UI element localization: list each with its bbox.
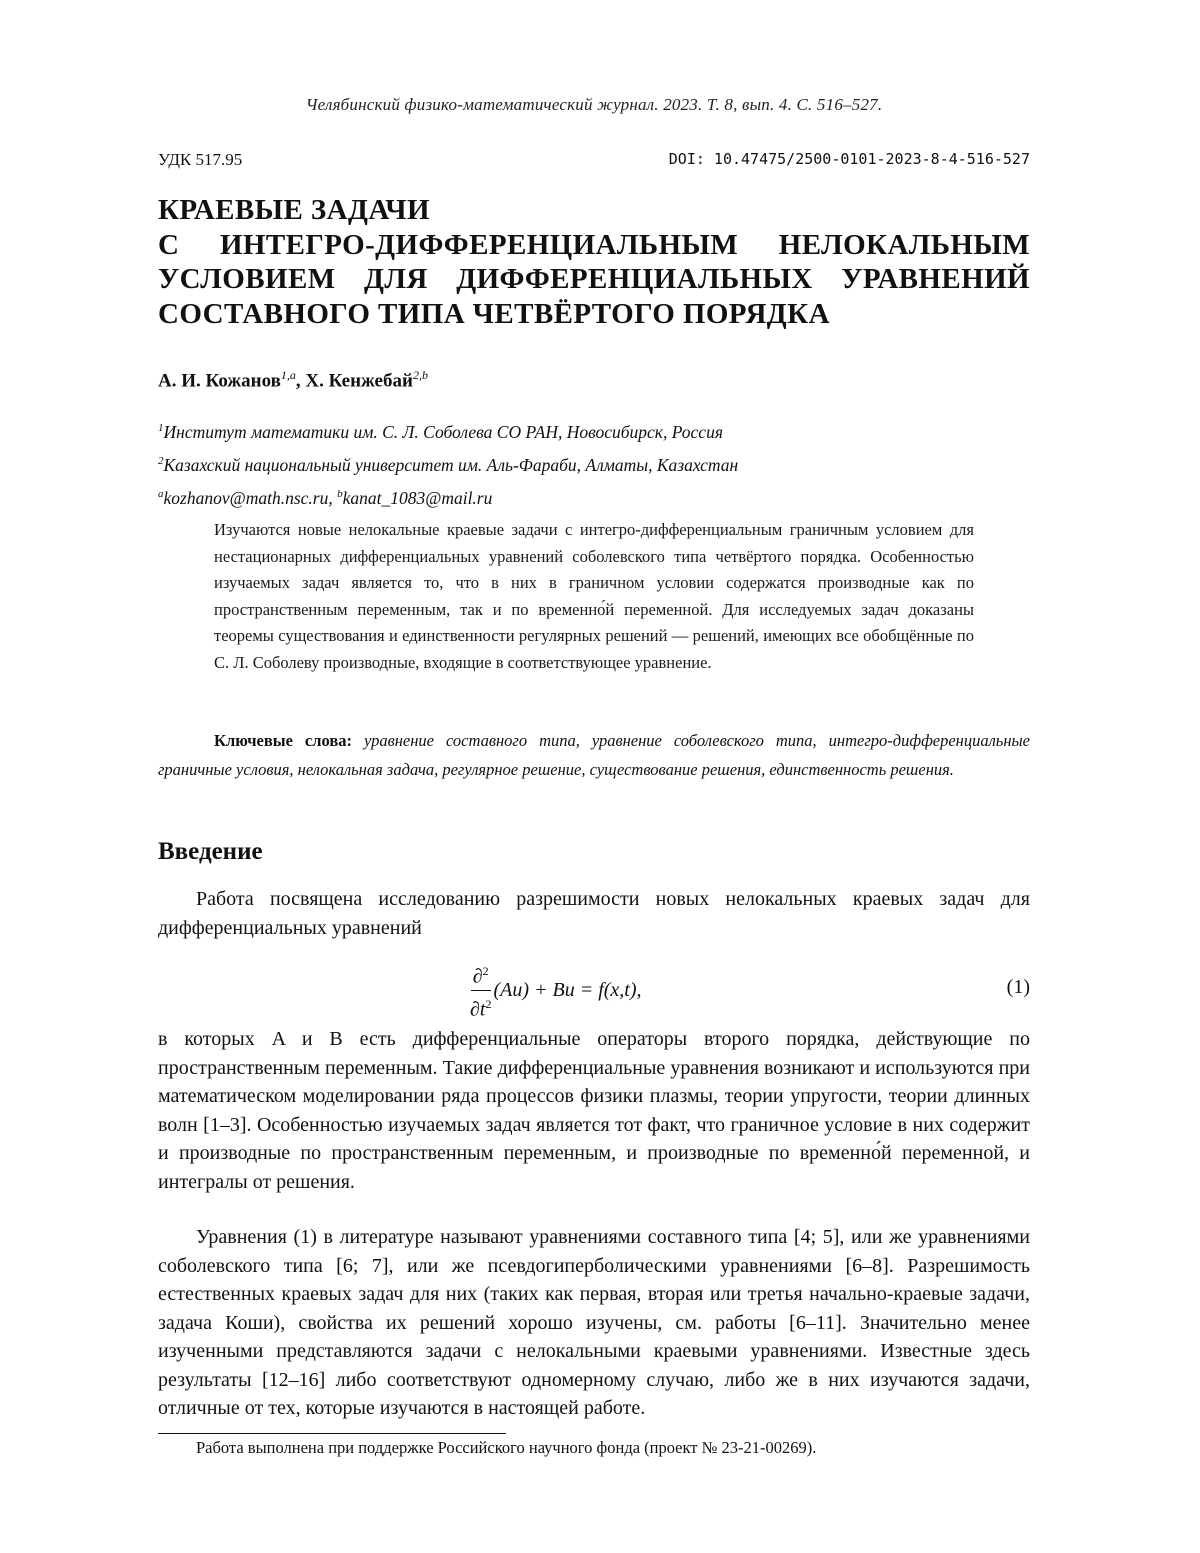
- funding-footnote: Работа выполнена при поддержке Российского научного фонда (проект № 23-21-00269).: [196, 1438, 817, 1457]
- author-2: Х. Кенжебай: [305, 370, 413, 392]
- affiliation-1: [158, 414, 1030, 447]
- keywords: [158, 726, 1030, 784]
- keywords-label: Ключевые слова:: [214, 731, 352, 750]
- meta-line: [158, 150, 1030, 172]
- affiliations: [158, 414, 1030, 512]
- keywords-text: уравнение составного типа, уравнение соболевского типа, интегро-дифференциальные граничные условия, нелокальная задача, регулярное решение, существование решения, единственность решения.: [158, 731, 1031, 779]
- email-b-mark: b: [337, 487, 343, 500]
- email-b[interactable]: kanat_1083@mail.ru: [342, 487, 493, 508]
- affiliation-1-mark: 1: [158, 422, 164, 434]
- denominator-power: 2: [485, 996, 492, 1011]
- fraction-denominator: [470, 991, 491, 1022]
- affiliation-1-text: Институт математики им. С. Л. Соболева СО РАН, Новосибирск, Россия: [163, 421, 723, 442]
- title-line-2: С ИНТЕГРО-ДИФФЕРЕНЦИАЛЬНЫМ НЕЛОКАЛЬНЫМ: [158, 228, 1030, 261]
- numerator-symbol: ∂: [472, 965, 483, 988]
- equation-number: (1): [1006, 976, 1030, 998]
- section-heading: Введение: [158, 838, 263, 865]
- denominator-symbol: ∂t: [470, 998, 486, 1021]
- affiliation-2-text: Казахский национальный университет им. Аль-Фараби, Алматы, Казахстан: [163, 454, 739, 475]
- intro-paragraph-1: Работа посвящена исследованию разрешимости новых нелокальных краевых задач для дифференциальных уравнений: [158, 888, 1030, 939]
- emails: [158, 480, 1030, 513]
- footnote-rule: [158, 1433, 506, 1434]
- equation-body: [470, 958, 642, 1022]
- abstract: Изучаются новые нелокальные краевые задачи с интегро-дифференциальным граничным условием для нестационарных дифференциальных уравнений соболевского типа четвёртого порядка. Особенностью изучаемых задач является то, что в них в граничном условии содержатся производные как по пространственным переменным, так и по временно́й переменной. Для исследуемых задач доказаны теоремы существования и единственности регулярных решений — решений, имеющих все обобщённые по С. Л. Соболеву производные, входящие в соответствующее уравнение.: [214, 520, 974, 672]
- email-a[interactable]: kozhanov@math.nsc.ru,: [163, 487, 338, 508]
- author-2-affiliation-mark: 2,b: [412, 368, 428, 382]
- title-line-4: СОСТАВНОГО ТИПА ЧЕТВЁРТОГО ПОРЯДКА: [158, 297, 830, 330]
- intro-paragraph-3: Уравнения (1) в литературе называют уравнениями составного типа [4; 5], или же уравнениями соболевского типа [6; 7], или же псевдогиперболическими уравнениями [6–8]. Разрешимость естественных краевых задач для них (таких как первая, вторая или третья начально-краевые задачи, задача Коши), свойства их решений хорошо изучены, см. работы [6–11]. Значительно менее изученными представляются задачи с нелокальными краевыми уравнениями. Известные здесь результаты [12–16] либо соответствуют одномерному случаю, либо же в них изучаются задачи, отличные от тех, которые изучаются в настоящей работе.: [158, 1226, 1030, 1419]
- author-1: А. И. Кожанов: [158, 370, 281, 392]
- intro-paragraph-2: в которых A и B есть дифференциальные операторы второго порядка, действующие по пространственным переменным. Такие дифференциальные уравнения возникают и используются при математическом моделировании ряда процессов физики плазмы, теории упругости, теории длинных волн [1–3]. Особенностью изучаемых задач является тот факт, что граничное условие в них содержит и производные по пространственным переменным, и производные по временно́й переменной, и интегралы от решения.: [158, 1028, 1030, 1193]
- doi[interactable]: DOI: 10.47475/2500-0101-2023-8-4-516-527: [668, 150, 1030, 168]
- partial-fraction: [470, 959, 491, 1021]
- fraction-numerator: [471, 959, 491, 991]
- equation-1: [158, 958, 1030, 1022]
- numerator-power: 2: [482, 963, 489, 978]
- affiliation-2-mark: 2: [158, 454, 164, 467]
- author-1-affiliation-mark: 1,a: [280, 368, 296, 382]
- authors: [158, 368, 428, 392]
- title-line-1: КРАЕВЫЕ ЗАДАЧИ: [158, 194, 430, 226]
- equation-rest: (Au) + Bu = f(x,t),: [493, 978, 642, 1001]
- paper-title: [158, 193, 1030, 331]
- title-line-3: УСЛОВИЕМ ДЛЯ ДИФФЕРЕНЦИАЛЬНЫХ УРАВНЕНИЙ: [158, 263, 1030, 295]
- affiliation-2: [158, 447, 1030, 480]
- journal-citation: Челябинский физико-математический журнал. 2023. Т. 8, вып. 4. С. 516–527.: [305, 95, 883, 114]
- email-a-mark: a: [158, 487, 164, 500]
- author-separator: ,: [295, 370, 306, 392]
- udc-code: УДК 517.95: [158, 150, 243, 169]
